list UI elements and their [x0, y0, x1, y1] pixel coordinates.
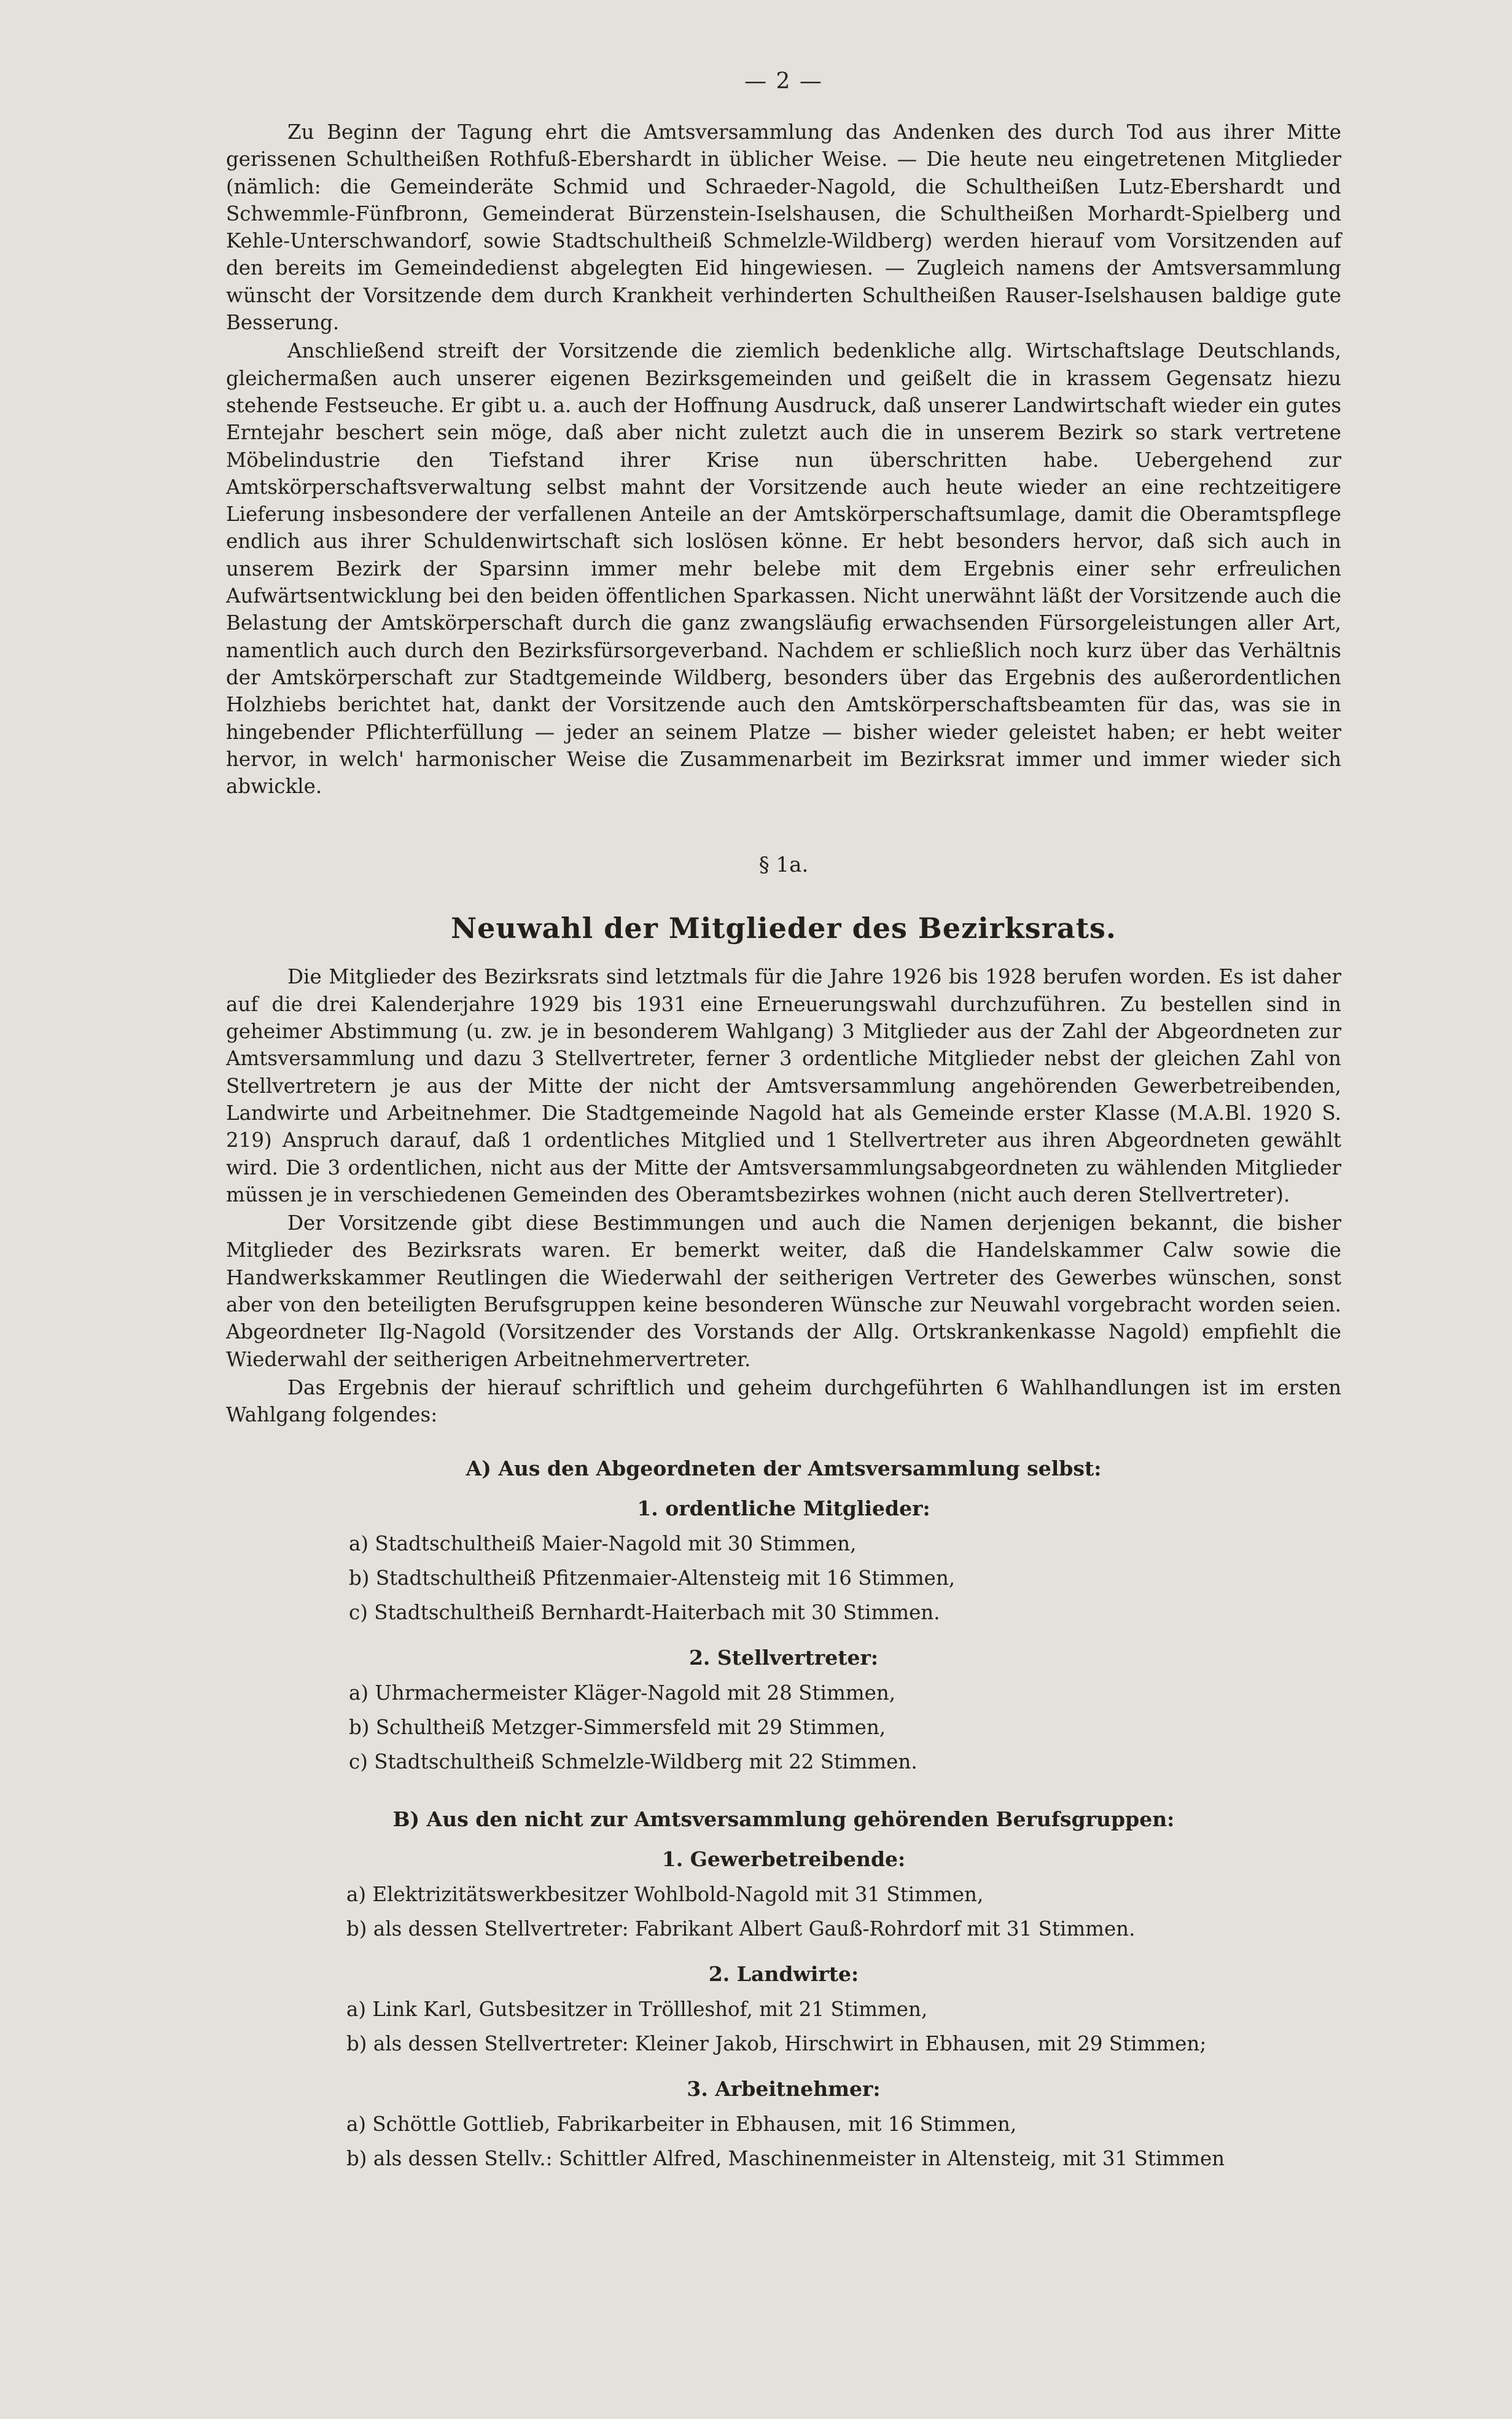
group-a-deputies-heading: 2. Stellvertreter:: [688, 1646, 879, 1670]
list-item: b) als dessen Stellvertreter: Fabrikant Albert Gauß-Rohrdorf mit 31 Stimmen.: [346, 1917, 1136, 1941]
list-item: c) Stadtschultheiß Schmelzle-Wildberg mit 22 Stimmen.: [349, 1750, 918, 1774]
section-paragraph-1: Die Mitglieder des Bezirksrats sind letztmals für die Jahre 1926 bis 1928 berufen worden. Es ist daher auf die drei Kalenderjahre 1929 bis 1931 eine Erneuerungswahl durchzuführen. Zu bestellen sind in geheimer Abstimmung (u. zw. je in besonderem Wahlgang) 3 Mitglieder aus der Zahl der Abgeordneten zur Amtsversammlung und dazu 3 Stellvertreter, ferner 3 ordentliche Mitglieder nebst der gleichen Zahl von Stellvertretern je aus der Mitte der nicht der Amtsversammlung angehörenden Gewerbetreibenden, Landwirte und Arbeitnehmer. Die Stadtgemeinde Nagold hat als Gemeinde erster Klasse (M.A.Bl. 1920 S. 219) Anspruch darauf, daß 1 ordentliches Mitglied und 1 Stellvertreter aus ihren Abgeordneten gewählt wird. Die 3 ordentlichen, nicht aus der Mitte der Amtsversammlungsabgeordneten zu wählenden Mitglieder müssen je in verschiedenen Gemeinden des Oberamtsbezirkes wohnen (nicht auch deren Stellvertreter).: [226, 965, 1341, 1206]
list-item: b) als dessen Stellvertreter: Kleiner Jakob, Hirschwirt in Ebhausen, mit 29 Stimmen;: [346, 2032, 1207, 2056]
section-paragraph-3: Das Ergebnis der hierauf schriftlich und geheim durchgeführten 6 Wahlhandlungen ist im ersten Wahlgang folgendes:: [226, 1375, 1341, 1427]
group-a-members-heading: 1. ordentliche Mitglieder:: [637, 1496, 930, 1521]
page-content: [226, 69, 1341, 2176]
group-a-heading: A) Aus den Abgeordneten der Amtsversammlung selbst:: [466, 1456, 1102, 1481]
group-b-trade-heading: 1. Gewerbetreibende:: [661, 1847, 906, 1872]
list-item: a) Link Karl, Gutsbesitzer in Tröllleshof, mit 21 Stimmen,: [346, 1998, 928, 2022]
list-item: b) Stadtschultheiß Pfitzenmaier-Altensteig mit 16 Stimmen,: [349, 1566, 956, 1590]
list-item: a) Stadtschultheiß Maier-Nagold mit 30 Stimmen,: [349, 1532, 857, 1556]
section-number: § 1a.: [758, 853, 809, 878]
group-b-farmers-heading: 2. Landwirte:: [708, 1962, 859, 1987]
list-item: a) Schöttle Gottlieb, Fabrikarbeiter in Ebhausen, mit 16 Stimmen,: [346, 2112, 1017, 2136]
intro-paragraph-1: Zu Beginn der Tagung ehrt die Amtsversammlung das Andenken des durch Tod aus ihrer Mitte gerissenen Schultheißen Rothfuß-Ebershardt in üblicher Weise. — Die heute neu eingetretenen Mitglieder (nämlich: die Gemeinderäte Schmid und Schraeder-Nagold, die Schultheißen Lutz-Ebershardt und Schwemmle-Fünfbronn, Gemeinderat Bürzenstein-Iselshausen, die Schultheißen Morhardt-Spielberg und Kehle-Unterschwandorf, sowie Stadtschultheiß Schmelzle-Wildberg) werden hierauf vom Vorsitzenden auf den bereits im Gemeindedienst abgelegten Eid hingewiesen. — Zugleich namens der Amtsversammlung wünscht der Vorsitzende dem durch Krankheit verhinderten Schultheißen Rauser-Iselshausen baldige gute Besserung.: [226, 120, 1341, 335]
page-number: — 2 —: [744, 69, 823, 94]
list-item: b) als dessen Stellv.: Schittler Alfred, Maschinenmeister in Altensteig, mit 31 Stimmen: [346, 2147, 1225, 2171]
list-item: a) Elektrizitätswerkbesitzer Wohlbold-Nagold mit 31 Stimmen,: [346, 1883, 984, 1907]
group-b-workers-heading: 3. Arbeitnehmer:: [687, 2077, 881, 2101]
section-title: Neuwahl der Mitglieder des Bezirksrats.: [451, 912, 1116, 945]
list-item: a) Uhrmachermeister Kläger-Nagold mit 28 Stimmen,: [349, 1681, 896, 1705]
list-item: c) Stadtschultheiß Bernhardt-Haiterbach mit 30 Stimmen.: [349, 1601, 940, 1625]
list-item: b) Schultheiß Metzger-Simmersfeld mit 29 Stimmen,: [349, 1716, 886, 1740]
intro-paragraph-2: Anschließend streift der Vorsitzende die ziemlich bedenkliche allg. Wirtschaftslage Deutschlands, gleichermaßen auch unserer eigenen Bezirksgemeinden und geißelt die in krassem Gegensatz hiezu stehende Festseuche. Er gibt u. a. auch der Hoffnung Ausdruck, daß unserer Landwirtschaft wieder ein gutes Erntejahr beschert sein möge, daß aber nicht zuletzt auch die in unserem Bezirk so stark vertretene Möbelindustrie den Tiefstand ihrer Krise nun überschritten habe. Uebergehend zur Amtskörperschaftsverwaltung selbst mahnt der Vorsitzende auch heute wieder an eine rechtzeitigere Lieferung insbesondere der verfallenen Anteile an der Amtskörperschaftsumlage, damit die Oberamtspflege endlich aus ihrer Schuldenwirtschaft sich loslösen könne. Er hebt besonders hervor, daß sich auch in unserem Bezirk der Sparsinn immer mehr belebe mit dem Ergebnis einer sehr erfreulichen Aufwärtsentwicklung bei den beiden öffentlichen Sparkassen. Nicht unerwähnt läßt der Vorsitzende auch die Belastung der Amtskörperschaft durch die ganz zwangsläufig erwachsenden Fürsorgeleistungen aller Art, namentlich auch durch den Bezirksfürsorgeverband. Nachdem er schließlich noch kurz über das Verhältnis der Amtskörperschaft zur Stadtgemeinde Wildberg, besonders über das Ergebnis des außerordentlichen Holzhiebs berichtet hat, dankt der Vorsitzende auch den Amtskörperschaftsbeamten für das, was sie in hingebender Pflichterfüllung — jeder an seinem Platze — bisher wieder geleistet haben; er hebt weiter hervor, in welch' harmonischer Weise die Zusammenarbeit im Bezirksrat immer und immer wieder sich abwickle.: [226, 339, 1341, 799]
section-paragraph-2: Der Vorsitzende gibt diese Bestimmungen und auch die Namen derjenigen bekannt, die bisher Mitglieder des Bezirksrats waren. Er bemerkt weiter, daß die Handelskammer Calw sowie die Handwerkskammer Reutlingen die Wiederwahl der seitherigen Vertreter des Gewerbes wünschen, sonst aber von den beteiligten Berufsgruppen keine besonderen Wünsche zur Neuwahl vorgebracht worden seien. Abgeordneter Ilg-Nagold (Vorsitzender des Vorstands der Allg. Ortskrankenkasse Nagold) empfiehlt die Wiederwahl der seitherigen Arbeitnehmervertreter.: [226, 1211, 1341, 1371]
group-b-heading: B) Aus den nicht zur Amtsversammlung gehörenden Berufsgruppen:: [392, 1807, 1175, 1832]
